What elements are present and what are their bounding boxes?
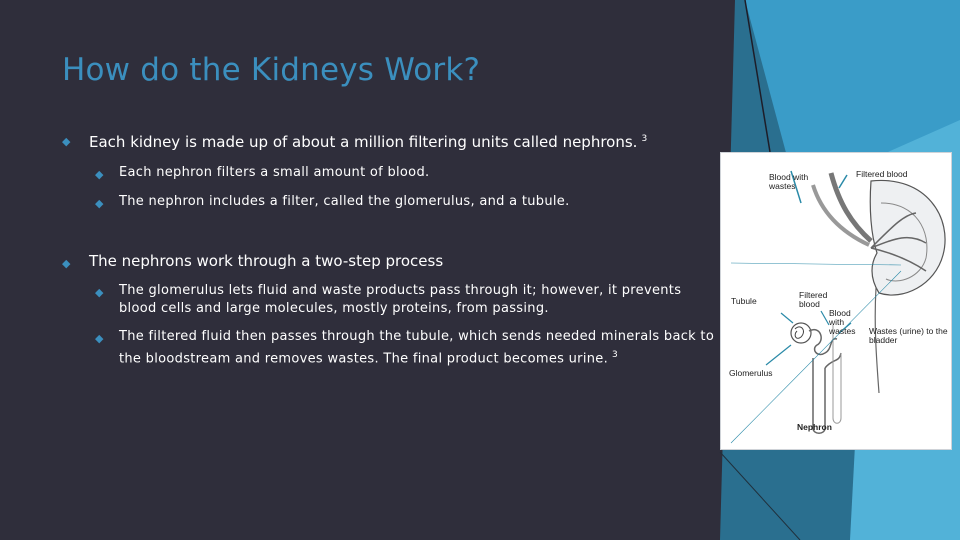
label-blood-with-wastes-top: Blood with wastes xyxy=(769,172,809,191)
bullet-1 xyxy=(62,129,722,152)
sub-bullet-1-2 xyxy=(62,193,722,211)
sub-bullet-2-1-block xyxy=(62,282,722,318)
sub-bullet-1-2-text: The nephron includes a filter, called the glomerulus, and a tubule. xyxy=(119,194,570,209)
label-nephron: Nephron xyxy=(797,422,832,432)
label-glomerulus: Glomerulus xyxy=(729,368,773,378)
bullet-diamond-icon: ◆ xyxy=(95,286,104,299)
bullet-2-text: The nephrons work through a two-step process xyxy=(89,252,444,270)
vein-vessel xyxy=(813,185,869,245)
bullet-diamond-icon: ◆ xyxy=(95,332,104,345)
nephron-diagram xyxy=(720,152,952,450)
label-wastes-urine: Wastes (urine) to the bladder xyxy=(869,326,948,345)
sub-bullet-1-1 xyxy=(62,164,722,182)
label-filtered-blood-top: Filtered blood xyxy=(856,169,908,179)
sub-bullet-1-1-text: Each nephron filters a small amount of blood. xyxy=(119,165,430,180)
label-tubule: Tubule xyxy=(731,296,757,306)
bullet-diamond-icon: ◆ xyxy=(62,257,71,270)
sub-bullet-2-2-block xyxy=(62,328,722,368)
sub-bullet-1-2-block xyxy=(62,193,722,211)
arrow-out xyxy=(839,175,847,188)
glomerulus-shape xyxy=(791,323,811,343)
sub-bullet-2-1 xyxy=(62,282,722,318)
label-blood-with-wastes: Blood with wastes xyxy=(829,308,856,336)
bullet-2-block xyxy=(62,251,722,271)
bullet-1-block xyxy=(62,129,722,152)
citation-superscript: 3 xyxy=(641,134,648,144)
bullet-diamond-icon: ◆ xyxy=(95,168,104,181)
bullet-diamond-icon: ◆ xyxy=(62,135,71,148)
sub-bullet-2-2-text: The filtered fluid then passes through the tubule, which sends needed minerals back to the bloodstream and removes wastes. The final product becomes urine. xyxy=(119,329,715,367)
citation-superscript: 3 xyxy=(612,350,619,360)
slide-title: How do the Kidneys Work? xyxy=(62,52,481,88)
sub-bullet-2-1-text: The glomerulus lets fluid and waste products pass through it; however, it prevents blood cells and large molecules, mostly proteins, from passing. xyxy=(119,283,682,316)
sub-bullet-1-1-block xyxy=(62,164,722,182)
label-filtered-blood: Filtered blood xyxy=(799,290,828,309)
bullet-1-text: Each kidney is made up of about a million filtering units called nephrons. xyxy=(89,133,638,151)
bullet-2 xyxy=(62,251,722,271)
bullet-diamond-icon: ◆ xyxy=(95,197,104,210)
artery-vessel xyxy=(831,173,871,241)
sub-bullet-2-2 xyxy=(62,328,722,368)
